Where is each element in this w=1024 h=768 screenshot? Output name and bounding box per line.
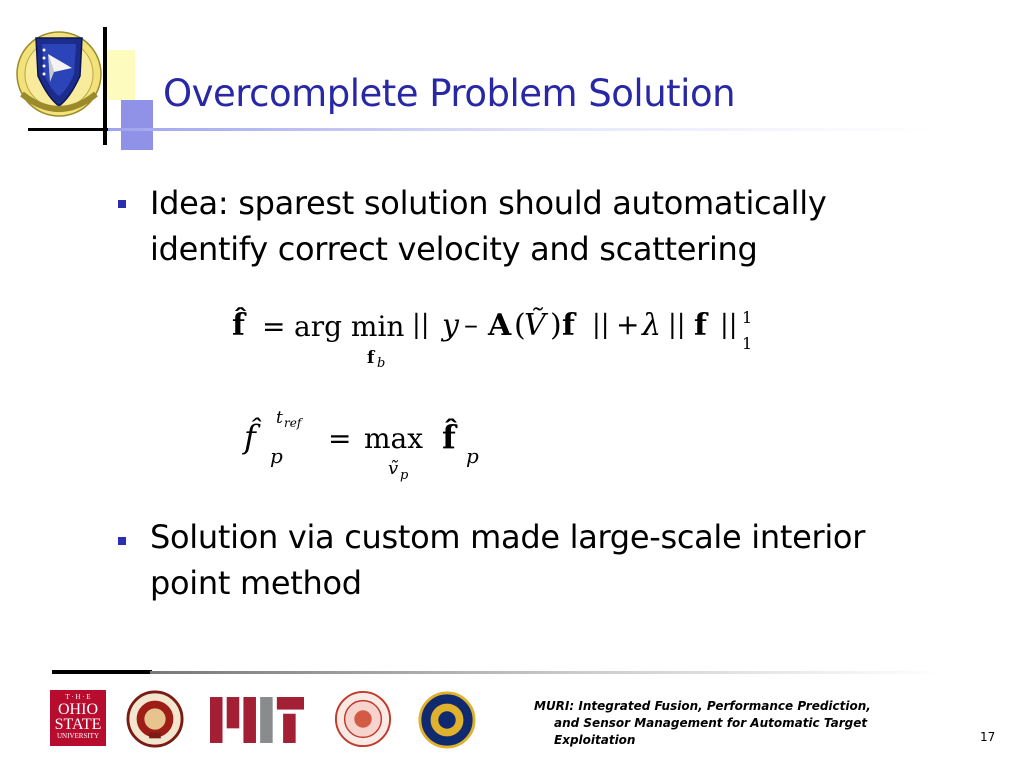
header-rule-gradient [108, 128, 938, 131]
footer-rule-dark [52, 670, 152, 674]
header-accent-blue [121, 100, 153, 150]
eq-norm-close: || [592, 310, 610, 340]
eq-A: A [488, 308, 512, 343]
bullet-line: point method [150, 564, 362, 602]
eq-equals: = [262, 310, 286, 343]
eq-argmin: arg min [294, 310, 405, 343]
eq-rparen: ) [550, 308, 562, 343]
eq-lambda: λ [642, 308, 662, 343]
footer-line: and Sensor Management for Automatic Target [554, 716, 868, 730]
header-rule-dark [28, 128, 108, 131]
footer-line: Exploitation [554, 733, 636, 747]
eq-lparen: ( [514, 308, 526, 343]
cornell-seal-icon [334, 690, 392, 748]
fsu-seal-icon [126, 690, 184, 748]
eq-sup-1: 1 [742, 308, 753, 327]
eq-norm-close-2: || [720, 310, 738, 340]
eq2-fhat: f̂ [244, 418, 256, 456]
eq2-sup-t: t [276, 408, 283, 428]
eq2-sub-vp: p [400, 468, 409, 483]
eq-V: Ṽ [524, 308, 546, 343]
footer-rule-gradient [150, 671, 940, 674]
eq-sub-b: b [377, 356, 386, 371]
eq-minus: – [464, 308, 478, 341]
slide-title: Overcomplete Problem Solution [163, 72, 736, 115]
bullet-text [150, 180, 826, 272]
eq-f-2: f [694, 308, 707, 343]
page-number: 17 [980, 730, 996, 744]
eq2-max: max [364, 422, 424, 455]
eq2-rhs-sub-p: p [466, 444, 479, 468]
michigan-seal-icon [418, 691, 476, 749]
eq-norm-open-2: || [668, 310, 686, 340]
eq-sub-1: 1 [742, 334, 753, 353]
ohio-state-logo: T · H · E OHIO STATE UNIVERSITY [50, 690, 106, 746]
equation-sparse-solution [232, 308, 772, 378]
equation-velocity-max [244, 408, 504, 498]
eq2-rhs-fhat: f̂ [442, 418, 456, 456]
bullet-marker [118, 537, 126, 545]
eq-norm-open: || [412, 310, 430, 340]
eq-plus: + [616, 308, 640, 341]
bullet-text [150, 514, 865, 606]
eq-f: f [562, 308, 575, 343]
bullet-line: identify correct velocity and scattering [150, 230, 758, 268]
eq2-equals: = [328, 422, 352, 455]
eq-sub-f: f [367, 348, 375, 368]
header-accent-yellow [103, 50, 135, 100]
bullet-line: Solution via custom made large-scale interior [150, 518, 866, 556]
eq-fhat: f̂ [232, 308, 245, 343]
eq2-sub-p: p [270, 444, 283, 468]
footer-line: MURI: Integrated Fusion, Performance Prediction, [534, 699, 871, 713]
afrl-shield-icon [14, 24, 104, 120]
bullet-line: Idea: sparest solution should automatically [150, 184, 827, 222]
eq2-sub-v: ṽ [388, 458, 399, 479]
eq-y: y [442, 308, 459, 343]
footer-caption [534, 698, 871, 749]
eq2-sup-ref: ref [284, 416, 302, 430]
mit-logo [210, 697, 304, 743]
bullet-marker [118, 200, 126, 208]
